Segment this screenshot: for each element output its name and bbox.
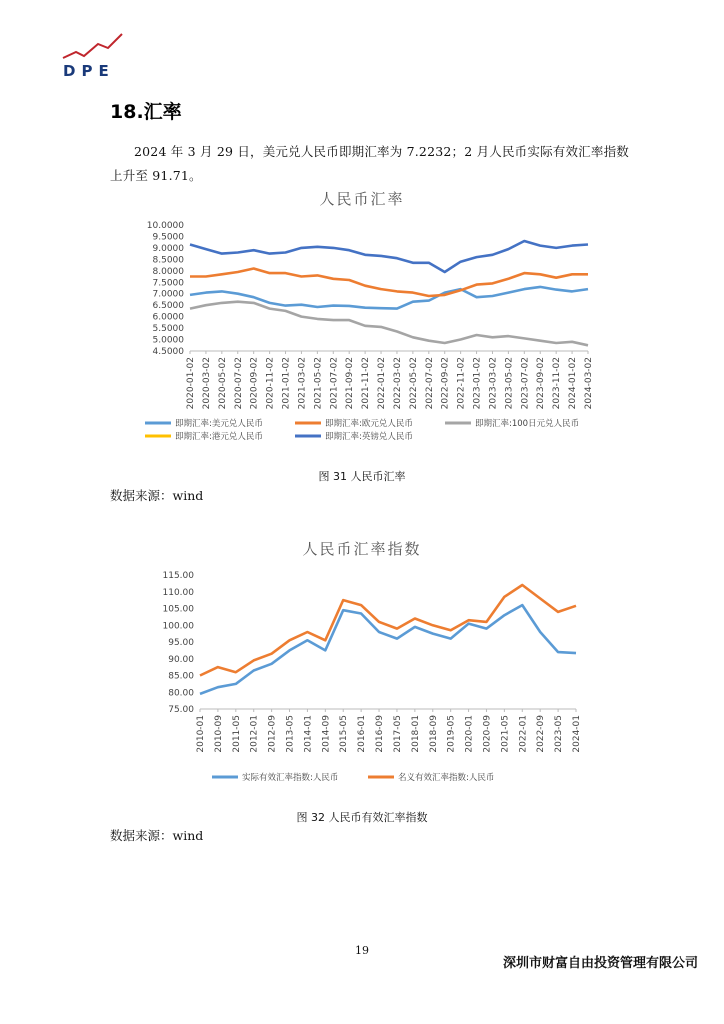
x-tick-label: 2017-05 <box>392 715 403 753</box>
x-tick-label: 2012-01 <box>249 715 260 753</box>
y-tick-label: 5.0000 <box>152 335 184 346</box>
series-line-1 <box>200 585 576 676</box>
figure2-source: 数据来源：wind <box>110 828 204 843</box>
series-line-4 <box>190 241 588 272</box>
x-tick-label: 2021-11-02 <box>361 357 372 410</box>
series-line-1 <box>190 269 588 297</box>
x-tick-label: 2022-03-02 <box>392 357 403 410</box>
legend-label: 即期汇率:港元兑人民币 <box>175 432 263 442</box>
x-tick-label: 2024-01-02 <box>568 357 579 410</box>
x-tick-label: 2016-01 <box>357 715 368 753</box>
x-tick-label: 2014-09 <box>321 715 332 753</box>
legend-label: 即期汇率:100日元兑人民币 <box>475 419 580 429</box>
legend-label: 名义有效汇率指数:人民币 <box>398 773 495 783</box>
rmb-exchange-rate-chart <box>0 215 724 505</box>
x-tick-label: 2021-09-02 <box>345 357 356 410</box>
x-tick-label: 2015-05 <box>339 715 350 753</box>
legend-label: 即期汇率:欧元兑人民币 <box>325 419 413 429</box>
x-tick-label: 2020-09 <box>482 715 493 753</box>
x-tick-label: 2020-05-02 <box>217 357 228 410</box>
x-tick-label: 2012-09 <box>267 715 278 753</box>
x-tick-label: 2024-01 <box>572 715 582 753</box>
x-tick-label: 2021-05-02 <box>313 357 324 410</box>
y-tick-label: 9.0000 <box>152 243 184 254</box>
x-tick-label: 2010-01 <box>196 715 206 753</box>
x-tick-label: 2020-07-02 <box>233 357 244 410</box>
x-tick-label: 2023-05 <box>554 715 565 753</box>
y-tick-label: 75.00 <box>168 705 194 715</box>
y-tick-label: 85.00 <box>168 671 194 682</box>
y-tick-label: 6.5000 <box>152 301 184 312</box>
x-tick-label: 2013-05 <box>285 715 296 753</box>
x-tick-label: 2019-05 <box>446 715 457 753</box>
x-tick-label: 2021-05 <box>500 715 511 753</box>
y-tick-label: 95.00 <box>168 638 194 648</box>
y-tick-label: 6.0000 <box>152 312 184 323</box>
y-tick-label: 115.00 <box>162 571 194 581</box>
y-tick-label: 7.5000 <box>152 278 184 289</box>
y-tick-label: 110.00 <box>162 587 194 598</box>
x-tick-label: 2020-03-02 <box>201 357 212 410</box>
x-tick-label: 2021-07-02 <box>329 357 340 410</box>
x-tick-label: 2011-05 <box>231 715 242 753</box>
y-tick-label: 90.00 <box>168 654 194 665</box>
section-heading: 18.汇率 <box>110 101 182 123</box>
x-tick-label: 2021-01-02 <box>281 357 292 410</box>
x-tick-label: 2024-03-02 <box>584 357 594 410</box>
x-tick-label: 2023-01-02 <box>472 357 483 410</box>
x-tick-label: 2022-11-02 <box>456 357 467 410</box>
legend-label: 即期汇率:英镑兑人民币 <box>325 432 413 442</box>
x-tick-label: 2023-03-02 <box>488 356 499 410</box>
x-tick-label: 2023-09-02 <box>536 357 547 410</box>
x-tick-label: 2020-01-02 <box>186 357 196 410</box>
summary-paragraph: 2024 年 3 月 29 日，美元兑人民币即期汇率为 7.2232；2 月人民币实际有效汇率指数上升至 91.71。 <box>110 144 629 183</box>
y-tick-label: 7.0000 <box>152 289 184 300</box>
series-line-0 <box>200 605 576 694</box>
figure2-caption: 图 32 人民币有效汇率指数 <box>296 811 428 824</box>
page-number: 19 <box>355 944 369 957</box>
chart2-title: 人民币汇率指数 <box>302 540 422 558</box>
legend-label: 即期汇率:美元兑人民币 <box>175 419 263 429</box>
x-tick-label: 2022-01-02 <box>377 357 388 410</box>
x-tick-label: 2018-01 <box>410 715 421 753</box>
x-tick-label: 2020-09-02 <box>249 357 260 410</box>
y-tick-label: 4.5000 <box>152 347 184 357</box>
logo-text: DPE <box>63 62 115 80</box>
x-tick-label: 2023-07-02 <box>520 357 531 410</box>
x-tick-label: 2023-11-02 <box>552 357 563 410</box>
y-tick-label: 105.00 <box>162 604 194 615</box>
x-tick-label: 2014-01 <box>303 715 314 753</box>
figure1-caption: 图 31 人民币汇率 <box>318 470 406 483</box>
legend-label: 实际有效汇率指数:人民币 <box>242 773 339 783</box>
x-tick-label: 2021-03-02 <box>297 357 308 410</box>
x-tick-label: 2018-09 <box>428 715 439 753</box>
y-tick-label: 8.5000 <box>152 255 184 266</box>
x-tick-label: 2020-01 <box>464 715 475 753</box>
chart1-title: 人民币汇率 <box>319 190 405 208</box>
rmb-effective-rate-index-chart <box>0 565 724 800</box>
x-tick-label: 2022-09 <box>536 715 547 753</box>
x-tick-label: 2022-05-02 <box>408 357 419 410</box>
x-tick-label: 2022-09-02 <box>440 357 451 410</box>
x-tick-label: 2010-09 <box>213 715 224 753</box>
figure1-source: 数据来源：wind <box>110 488 204 503</box>
x-tick-label: 2020-11-02 <box>265 357 276 410</box>
y-tick-label: 10.0000 <box>146 221 184 231</box>
x-tick-label: 2023-05-02 <box>504 357 515 410</box>
x-tick-label: 2022-01 <box>518 715 529 753</box>
x-tick-label: 2016-09 <box>375 715 386 753</box>
y-tick-label: 5.5000 <box>152 324 184 335</box>
y-tick-label: 9.5000 <box>152 232 184 243</box>
y-tick-label: 8.0000 <box>152 266 184 277</box>
y-tick-label: 80.00 <box>168 688 194 699</box>
x-tick-label: 2022-07-02 <box>424 357 435 410</box>
company-name: 深圳市财富自由投资管理有限公司 <box>502 956 698 971</box>
y-tick-label: 100.00 <box>162 621 194 632</box>
